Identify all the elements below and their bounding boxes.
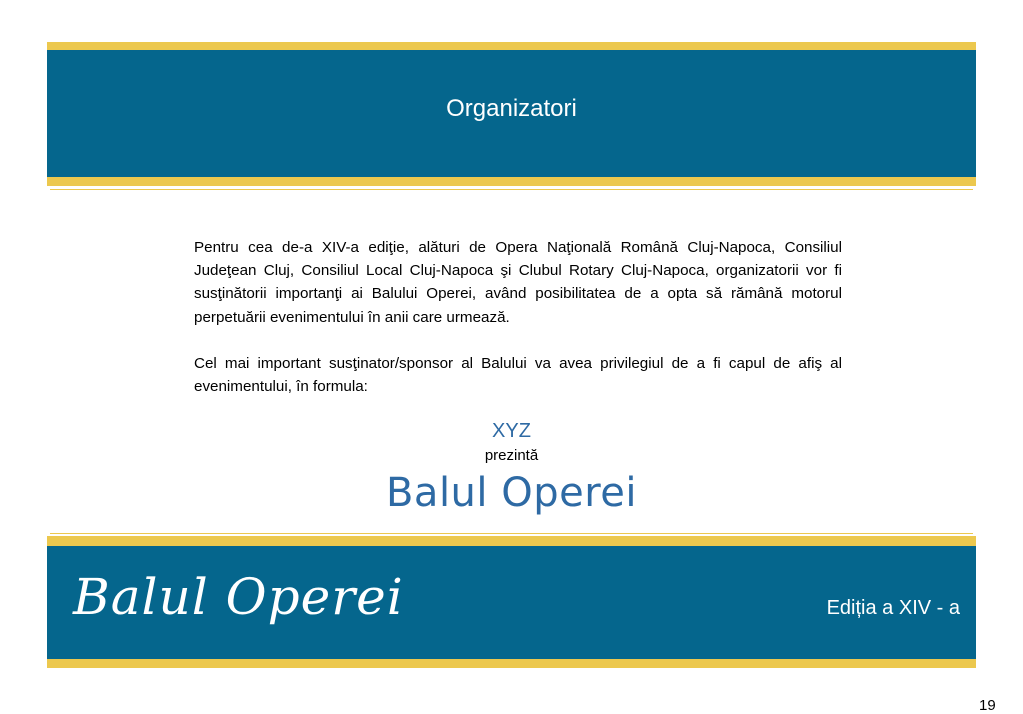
header-gold-border bbox=[47, 177, 976, 186]
slide-title: Organizatori bbox=[446, 95, 577, 122]
top-gold-border bbox=[47, 42, 976, 50]
event-name: Balul Operei bbox=[385, 470, 638, 516]
event-logo: Balul Operei bbox=[73, 568, 404, 626]
footer-gold-border bbox=[47, 536, 976, 546]
page-number: 19 bbox=[979, 697, 996, 714]
presents-text: prezintă bbox=[484, 447, 539, 464]
sponsor-name: XYZ bbox=[492, 420, 531, 442]
content-area bbox=[50, 189, 973, 534]
sponsor-paragraph: Cel mai important susţinator/sponsor al Balului va avea privilegiul de a fi capul de afiş al evenimentului, în formula: bbox=[194, 355, 842, 396]
edition-label: Ediția a XIV - a bbox=[826, 597, 960, 619]
intro-paragraph: Pentru cea de-a XIV-a ediţie, alături de Opera Naţională Română Cluj-Napoca, Consiliul Judeţean Cluj, Consiliul Local Cluj-Napoca şi Clubul Rotary Cluj-Napoca, organizatorii vor fi susţinătorii importanţi ai Balului Operei, având posibilitatea de a opta să rămână motorul perpetuării evenimentului în anii care urmează. bbox=[194, 239, 842, 326]
header-banner bbox=[47, 50, 976, 177]
footer-banner bbox=[47, 546, 976, 659]
slide bbox=[47, 42, 976, 668]
bottom-gold-border bbox=[47, 659, 976, 668]
